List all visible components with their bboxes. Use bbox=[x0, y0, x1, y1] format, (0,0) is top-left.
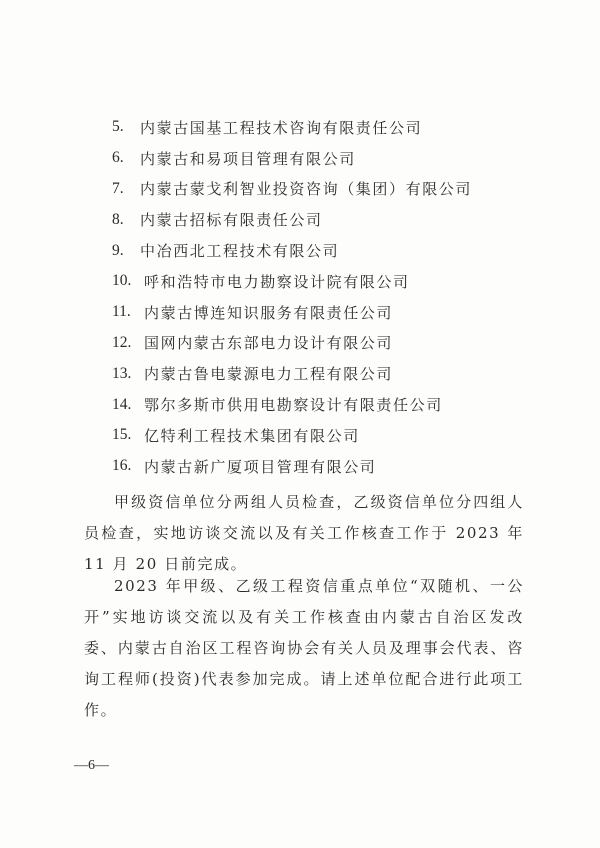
item-number: 12. bbox=[112, 333, 132, 351]
company-name: 中冶西北工程技术有限公司 bbox=[140, 242, 340, 261]
company-name: 国网内蒙古东部电力设计有限公司 bbox=[144, 334, 394, 353]
list-item bbox=[112, 112, 552, 143]
company-name: 呼和浩特市电力勘察设计院有限公司 bbox=[144, 272, 410, 291]
item-number: 16. bbox=[112, 457, 132, 475]
list-item bbox=[112, 451, 552, 482]
item-number: 6. bbox=[112, 149, 124, 167]
list-item bbox=[112, 204, 552, 235]
company-name: 内蒙古博连知识服务有限责任公司 bbox=[144, 303, 394, 322]
company-list bbox=[112, 112, 552, 482]
item-number: 13. bbox=[112, 364, 132, 382]
list-item bbox=[112, 235, 552, 266]
item-number: 9. bbox=[112, 241, 124, 259]
item-number: 5. bbox=[112, 118, 124, 136]
inspection-schedule-paragraph: 甲级资信单位分两组人员检查，乙级资信单位分四组人员检查，实地访谈交流以及有关工作核查工作于 2023 年 11 月 20 日前完成。 bbox=[84, 493, 524, 573]
company-name: 内蒙古国基工程技术咨询有限责任公司 bbox=[140, 118, 423, 137]
item-number: 14. bbox=[112, 395, 132, 413]
company-name: 内蒙古鲁电蒙源电力工程有限公司 bbox=[144, 365, 394, 384]
list-item bbox=[112, 420, 552, 451]
company-name: 内蒙古和易项目管理有限公司 bbox=[140, 149, 356, 168]
item-number: 10. bbox=[112, 272, 132, 290]
list-item bbox=[112, 297, 552, 328]
list-item bbox=[112, 389, 552, 420]
item-number: 11. bbox=[112, 303, 131, 321]
item-number: 15. bbox=[112, 426, 132, 444]
company-name: 内蒙古新广厦项目管理有限公司 bbox=[144, 457, 377, 476]
list-item bbox=[112, 328, 552, 359]
list-item bbox=[112, 143, 552, 174]
company-name: 内蒙古蒙戈利智业投资咨询（集团）有限公司 bbox=[140, 180, 473, 199]
page-number: —6— bbox=[74, 758, 109, 773]
company-name: 鄂尔多斯市供用电勘察设计有限责任公司 bbox=[144, 396, 443, 415]
item-number: 7. bbox=[112, 179, 124, 197]
company-name: 亿特利工程技术集团有限公司 bbox=[144, 426, 360, 445]
list-item bbox=[112, 266, 552, 297]
list-item bbox=[112, 174, 552, 205]
inspection-participants-paragraph: 2023 年甲级、乙级工程资信重点单位“双随机、一公开”实地访谈交流以及有关工作核查由内蒙古自治区发改委、内蒙古自治区工程咨询协会有关人员及理事会代表、咨询工程师(投资)代表参加完成。请上述单位配合进行此项工作。 bbox=[84, 577, 524, 719]
list-item bbox=[112, 358, 552, 389]
item-number: 8. bbox=[112, 210, 124, 228]
company-name: 内蒙古招标有限责任公司 bbox=[140, 211, 323, 230]
